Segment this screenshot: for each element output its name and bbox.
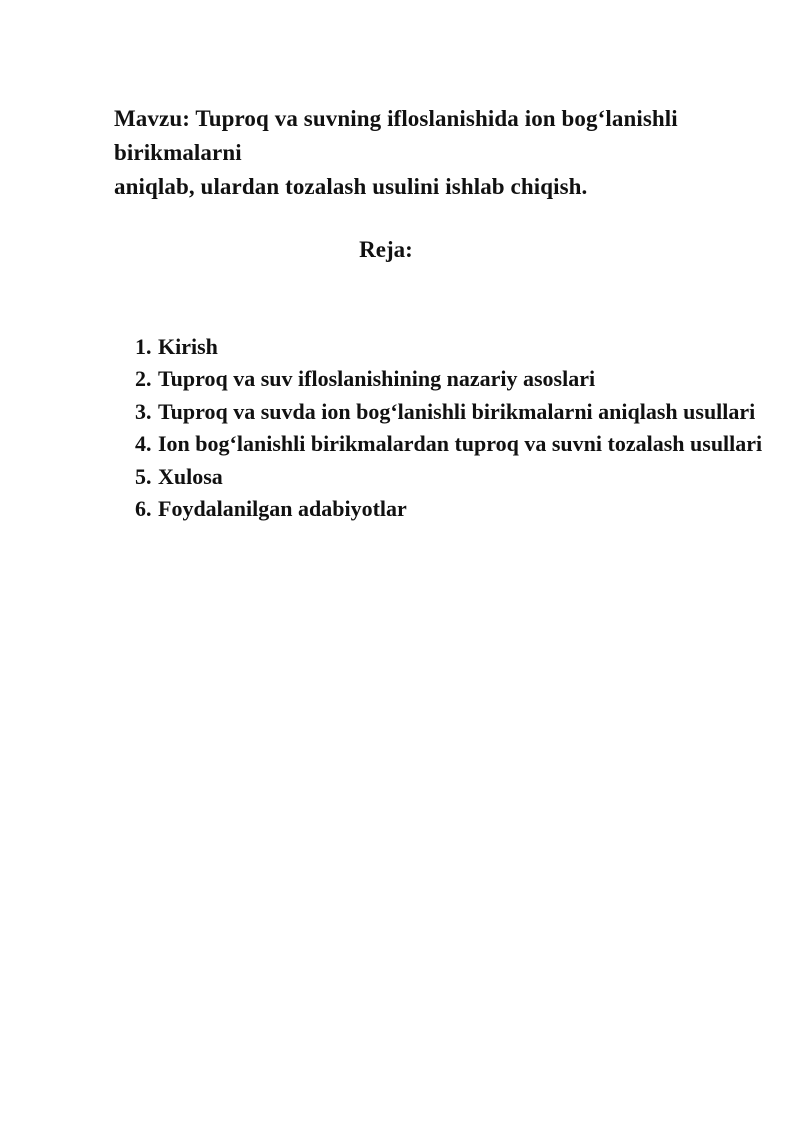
reja-list-item <box>135 461 700 493</box>
list-item-text: Tuproq va suvda ion bog‘lanishli birikmalarni aniqlash usullari <box>158 398 756 424</box>
list-item-text: Ion bog‘lanishli birikmalardan tuproq va suvni tozalash usullari <box>158 431 763 457</box>
list-item-number: 3. <box>135 398 152 424</box>
reja-list-item <box>135 396 756 428</box>
reja-list <box>135 331 763 525</box>
reja-list-item <box>135 493 700 525</box>
reja-list-item <box>135 363 700 395</box>
list-item-text: Xulosa <box>158 463 223 489</box>
document-title-line-1: Mavzu: Tuproq va suvning ifloslanishida ion bog‘lanishli birikmalarni <box>114 106 678 165</box>
document-title <box>114 102 690 204</box>
list-item-number: 1. <box>135 334 152 359</box>
list-item-text: Kirish <box>158 334 218 359</box>
document-title-line-2: aniqlab, ulardan tozalash usulini ishlab chiqish. <box>114 174 588 199</box>
list-item-text: Tuproq va suv ifloslanishining nazariy asoslari <box>158 366 596 392</box>
list-item-text: Foydalanilgan adabiyotlar <box>158 495 407 521</box>
reja-list-item <box>135 428 763 460</box>
list-item-number: 6. <box>135 495 152 521</box>
reja-heading: Reja: <box>359 237 413 262</box>
reja-list-item <box>135 331 700 363</box>
list-item-number: 5. <box>135 463 152 489</box>
list-item-number: 4. <box>135 431 152 457</box>
list-item-number: 2. <box>135 366 152 392</box>
